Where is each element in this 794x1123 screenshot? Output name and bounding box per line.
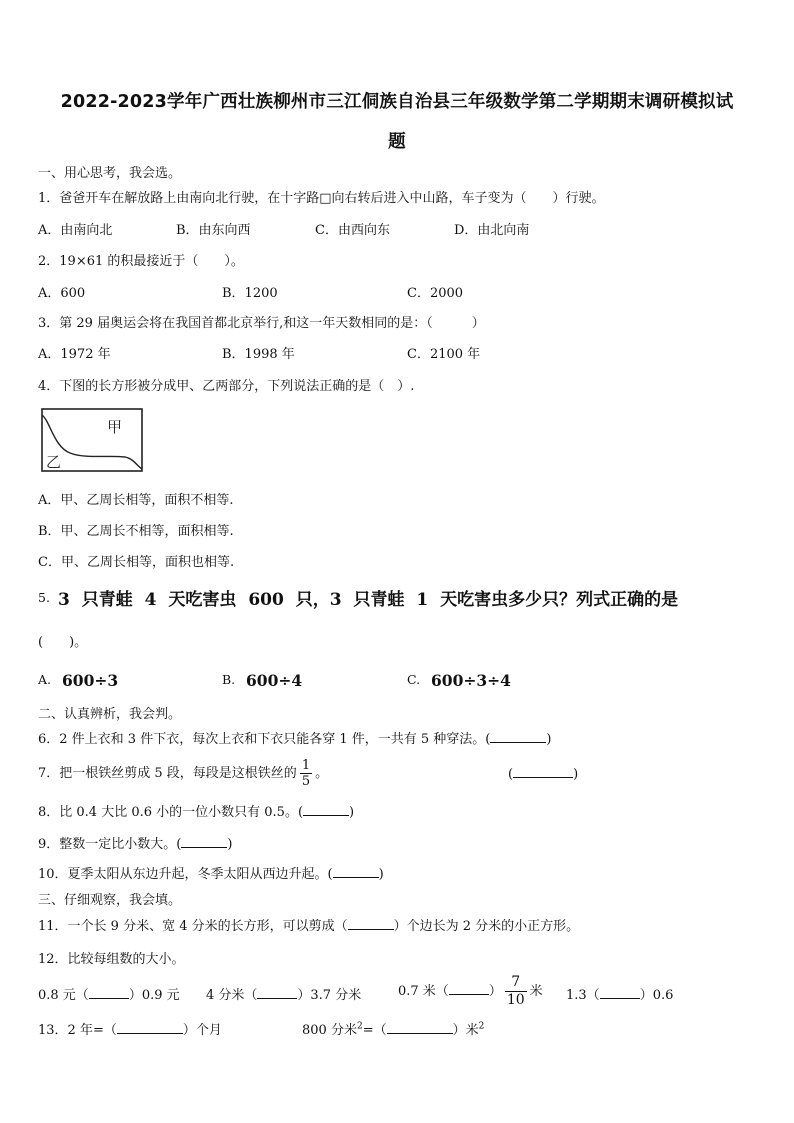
q13-p2-superscript: 2 xyxy=(356,1021,363,1032)
q12-p4-right: ）0.6 xyxy=(639,988,674,1003)
question-11 xyxy=(38,915,579,934)
q5-option-a: 600÷3 xyxy=(62,671,119,690)
q4-option-b: B．甲、乙周长不相等，面积相等. xyxy=(38,524,234,539)
section-heading-1: 一、用心思考，我会选。 xyxy=(38,166,182,181)
q5-option-c: 600÷3÷4 xyxy=(431,671,511,690)
q1-option-a: A．由南向北 xyxy=(38,223,113,238)
section-heading-2: 二、认真辨析，我会判。 xyxy=(38,707,182,722)
q1-option-b: B．由东向西 xyxy=(176,223,251,238)
question-6 xyxy=(38,728,551,747)
q5-option-a-letter: A. xyxy=(38,672,52,687)
q6-close-paren: ) xyxy=(546,732,552,747)
q12-p2-right: ）3.7 分米 xyxy=(297,988,362,1003)
q2-option-c: C．2000 xyxy=(407,286,464,301)
q13-p2-superscript-2: 2 xyxy=(478,1021,485,1032)
q7-end: 。 xyxy=(315,766,329,781)
q10-close-paren: ) xyxy=(378,867,384,882)
q12-p3-left: 0.7 米（ xyxy=(398,984,449,999)
q12-p4-left: 1.3（ xyxy=(566,988,600,1003)
label-jia: 甲 xyxy=(107,418,123,436)
question-2: 2．19×61 的积最接近于（ ）。 xyxy=(38,254,244,269)
q12-p1-blank[interactable] xyxy=(89,986,129,999)
question-13-part-2 xyxy=(302,1019,484,1038)
q7-fraction-denominator: 5 xyxy=(301,774,311,789)
question-3: 3．第 29 届奥运会将在我国首都北京举行,和这一年天数相同的是：（ ） xyxy=(38,316,485,331)
q13-p2-equals: =（ xyxy=(362,1023,387,1038)
q11-answer-blank[interactable] xyxy=(348,917,394,930)
q8-answer-blank[interactable] xyxy=(303,803,349,816)
q13-p2-left: 800 分米 xyxy=(302,1023,357,1038)
q5-option-c-letter: C. xyxy=(407,672,421,687)
q13-p1-left: 13．2 年=（ xyxy=(38,1023,117,1038)
q7-fraction-numerator: 1 xyxy=(301,758,311,773)
q7-text: 7．把一根铁丝剪成 5 段，每段是这根铁丝的 xyxy=(38,766,297,781)
q11-text-end: ）个边长为 2 分米的小正方形。 xyxy=(393,919,580,934)
q3-option-c: C．2100 年 xyxy=(407,347,481,362)
q7-answer: ( ) xyxy=(508,767,579,782)
q12-part-2 xyxy=(206,984,361,1003)
q12-p3-blank[interactable] xyxy=(449,982,489,995)
q10-answer-blank[interactable] xyxy=(333,865,379,878)
q12-p2-blank[interactable] xyxy=(257,986,297,999)
q4-option-c: C．甲、乙周长相等，面积也相等. xyxy=(38,555,235,570)
question-1: 1．爸爸开车在解放路上由南向北行驶，在十字路□向右转后进入中山路，车子变为（ ）行驶。 xyxy=(38,191,605,206)
q12-p4-blank[interactable] xyxy=(600,986,640,999)
question-13-part-1 xyxy=(38,1019,222,1038)
q8-close-paren: ) xyxy=(349,805,355,820)
q7-close-paren: ) xyxy=(573,767,579,782)
q1-option-c: C．由西向东 xyxy=(315,223,390,238)
q12-p3-denominator: 10 xyxy=(506,992,525,1008)
question-9 xyxy=(38,833,232,852)
q2-option-b: B．1200 xyxy=(222,286,278,301)
q6-answer-blank[interactable] xyxy=(490,730,546,743)
q9-close-paren: ) xyxy=(227,837,233,852)
q10-text: 10．夏季太阳从东边升起，冬季太阳从西边升起。( xyxy=(38,867,333,882)
divided-rectangle-figure xyxy=(40,407,144,473)
q12-p1-right: ）0.9 元 xyxy=(128,988,180,1003)
q3-option-b: B．1998 年 xyxy=(222,347,295,362)
q13-p1-blank[interactable] xyxy=(117,1021,183,1034)
question-4: 4．下图的长方形被分成甲、乙两部分，下列说法正确的是（ ）. xyxy=(38,379,415,394)
q7-fraction xyxy=(300,758,312,789)
q5-answer-paren: ( )。 xyxy=(38,635,88,650)
question-8 xyxy=(38,801,354,820)
q12-p2-left: 4 分米（ xyxy=(206,988,258,1003)
section-heading-3: 三、仔细观察，我会填。 xyxy=(38,893,182,908)
q12-p3-fraction xyxy=(505,974,527,1009)
q3-option-a: A．1972 年 xyxy=(38,347,111,362)
q12-p1-left: 0.8 元（ xyxy=(38,988,89,1003)
paper-title-line1: 2022-2023学年广西壮族柳州市三江侗族自治县三年级数学第二学期期末调研模拟试 xyxy=(60,92,734,112)
question-10 xyxy=(38,863,384,882)
q12-p3-unit: 米 xyxy=(529,984,543,999)
q13-p2-blank[interactable] xyxy=(387,1021,453,1034)
q9-text: 9．整数一定比小数大。( xyxy=(38,837,182,852)
q5-option-b: 600÷4 xyxy=(246,671,303,690)
q13-p1-right: ）个月 xyxy=(182,1023,222,1038)
q6-text: 6．2 件上衣和 3 件下衣，每次上衣和下衣只能各穿 1 件，一共有 5 种穿法。( xyxy=(38,732,491,747)
question-5: 3 只青蛙 4 天吃害虫 600 只，3 只青蛙 1 天吃害虫多少只？列式正确的是 xyxy=(58,590,679,610)
q9-answer-blank[interactable] xyxy=(181,835,227,848)
label-yi: 乙 xyxy=(46,453,62,471)
q4-option-a: A．甲、乙周长相等，面积不相等. xyxy=(38,493,234,508)
q13-p2-right: ）米 xyxy=(452,1023,479,1038)
question-12: 12．比较每组数的大小。 xyxy=(38,952,185,967)
q11-text-start: 11．一个长 9 分米、宽 4 分米的长方形，可以剪成（ xyxy=(38,919,348,934)
q7-answer-blank[interactable] xyxy=(513,765,573,778)
q1-option-d: D．由北向南 xyxy=(454,223,530,238)
q5-number: 5. xyxy=(38,590,50,605)
q5-option-b-letter: B. xyxy=(222,672,236,687)
q2-option-a: A．600 xyxy=(38,286,86,301)
q12-part-1 xyxy=(38,984,180,1003)
paper-title-line2: 题 xyxy=(388,132,406,152)
question-7 xyxy=(38,758,328,789)
q12-p3-numerator: 7 xyxy=(505,974,527,992)
q12-part-3 xyxy=(398,974,543,1009)
q8-text: 8．比 0.4 大比 0.6 小的一位小数只有 0.5。( xyxy=(38,805,304,820)
q12-p3-right: ） xyxy=(488,984,502,999)
q12-part-4 xyxy=(566,984,673,1003)
